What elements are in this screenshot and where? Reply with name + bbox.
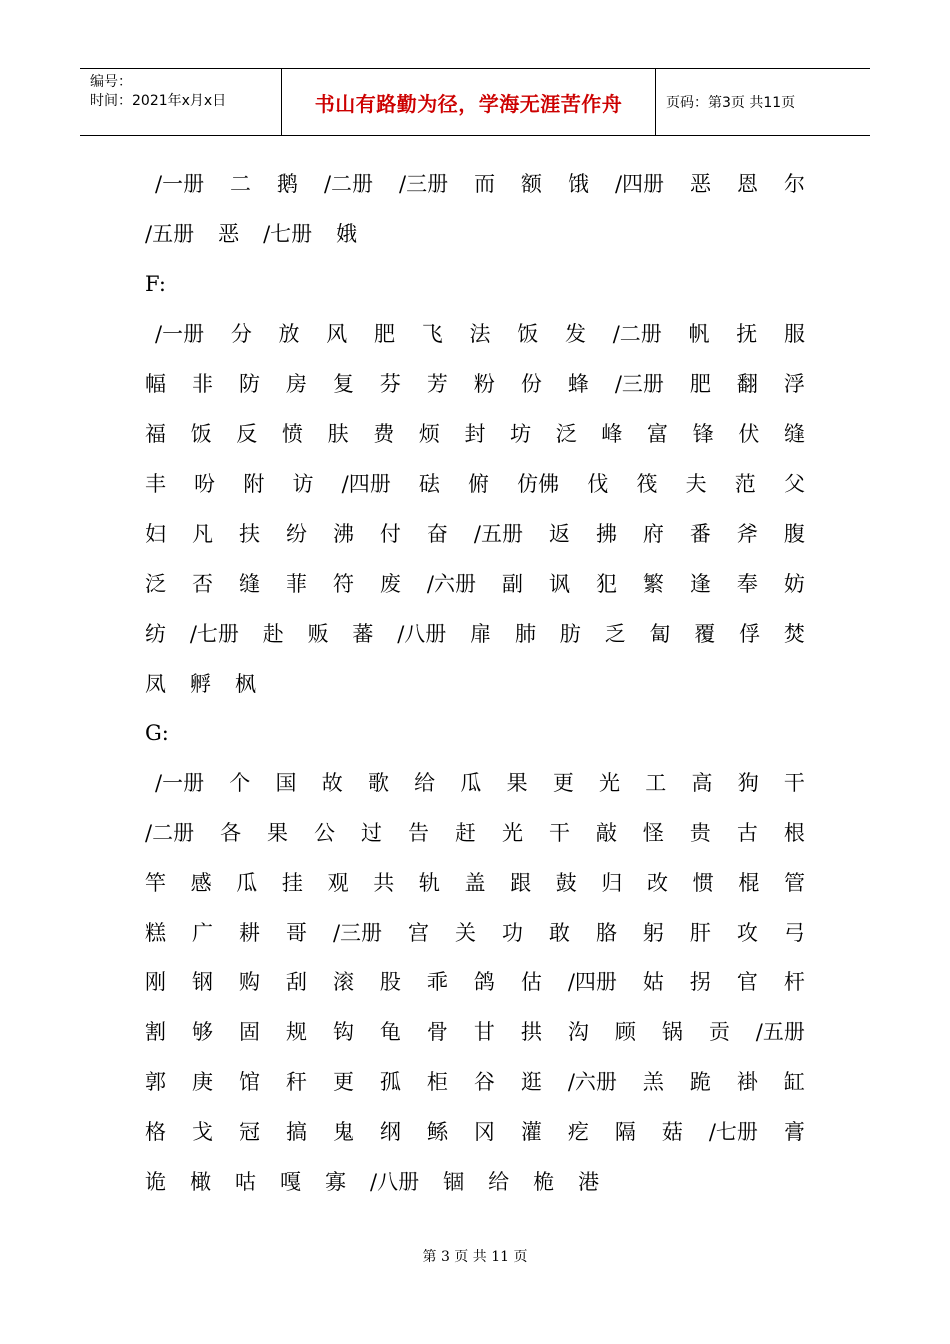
character-word: 吩 — [194, 472, 216, 496]
text-line — [145, 268, 805, 300]
character-word: 狗 — [737, 771, 759, 795]
character-word: 犯 — [595, 572, 617, 596]
character-word: 龟 — [379, 1020, 401, 1044]
text-line — [145, 867, 805, 899]
character-word: 粉 — [473, 372, 495, 396]
character-word: 肥 — [374, 322, 396, 346]
character-word: 覆 — [694, 622, 716, 646]
character-word: 估 — [520, 970, 542, 994]
text-line — [145, 218, 805, 250]
character-word: 桅 — [533, 1170, 555, 1194]
character-word: 谷 — [473, 1070, 495, 1094]
character-word: 扶 — [238, 522, 260, 546]
header-motto-cell — [282, 69, 656, 135]
character-word: /五册 — [145, 222, 195, 246]
character-word: 符 — [332, 572, 354, 596]
character-word: 奉 — [736, 572, 758, 596]
character-word: 跟 — [510, 871, 532, 895]
character-word: 娥 — [336, 222, 358, 246]
character-word: 戈 — [191, 1120, 213, 1144]
character-word: 给 — [414, 771, 436, 795]
page-footer: 第 3 页 共 11 页 — [422, 1249, 528, 1265]
text-line — [145, 1166, 805, 1198]
text-line — [145, 668, 805, 700]
character-word: 纲 — [379, 1120, 401, 1144]
character-word: 尔 — [783, 172, 805, 196]
character-word: /三册 — [614, 372, 664, 396]
character-word: 法 — [469, 322, 491, 346]
character-word: 缝 — [238, 572, 260, 596]
character-word: 凡 — [191, 522, 213, 546]
character-word: 飞 — [421, 322, 443, 346]
character-word: 诡 — [145, 1170, 166, 1194]
character-word: 哥 — [285, 921, 307, 945]
character-word: 贡 — [708, 1020, 730, 1044]
character-word: 帆 — [688, 322, 710, 346]
character-word: 鲧 — [426, 1120, 448, 1144]
character-word: /七册 — [263, 222, 313, 246]
character-word: 故 — [321, 771, 343, 795]
character-word: 筏 — [636, 472, 658, 496]
character-word: 发 — [564, 322, 586, 346]
character-word: /一册 — [155, 771, 205, 795]
character-word: 防 — [238, 372, 260, 396]
text-line — [145, 418, 805, 450]
character-word: 工 — [645, 771, 667, 795]
character-word: 棍 — [738, 871, 760, 895]
character-word: 赶 — [454, 821, 476, 845]
character-word: 耕 — [238, 921, 260, 945]
character-word: 咕 — [235, 1170, 256, 1194]
character-word: 高 — [691, 771, 713, 795]
character-word: 枫 — [235, 672, 256, 696]
character-word: 寡 — [325, 1170, 346, 1194]
character-word: 关 — [454, 921, 476, 945]
character-word: 羔 — [642, 1070, 664, 1094]
character-word: 胳 — [595, 921, 617, 945]
character-word: 峰 — [601, 422, 623, 446]
character-word: 沸 — [332, 522, 354, 546]
character-word: 妨 — [783, 572, 805, 596]
character-word: 敢 — [548, 921, 570, 945]
character-word: 仿佛 — [517, 472, 560, 496]
character-word: 孵 — [190, 672, 211, 696]
character-word: 钢 — [191, 970, 213, 994]
character-word: 费 — [373, 422, 395, 446]
character-word: 瓜 — [236, 871, 258, 895]
text-line — [145, 1066, 805, 1098]
character-word: 伏 — [738, 422, 760, 446]
character-word: 柜 — [426, 1070, 448, 1094]
character-word: 砝 — [418, 472, 440, 496]
character-word: 恶 — [218, 222, 240, 246]
character-word: 饭 — [517, 322, 539, 346]
character-word: G: — [145, 721, 169, 745]
character-word: /七册 — [189, 622, 239, 646]
character-word: 官 — [736, 970, 758, 994]
character-word: /四册 — [567, 970, 617, 994]
character-word: 规 — [285, 1020, 307, 1044]
character-word: 给 — [488, 1170, 510, 1194]
character-word: 夫 — [685, 472, 707, 496]
character-word: 逢 — [689, 572, 711, 596]
character-word: 光 — [501, 821, 523, 845]
character-word: 份 — [520, 372, 542, 396]
text-line — [155, 168, 805, 200]
character-word: 缸 — [783, 1070, 805, 1094]
character-word: 郭 — [145, 1070, 166, 1094]
character-word: 府 — [642, 522, 664, 546]
character-word: 股 — [379, 970, 401, 994]
character-word: 副 — [501, 572, 523, 596]
character-word: 感 — [190, 871, 212, 895]
character-word: 鸽 — [473, 970, 495, 994]
character-word: 钩 — [332, 1020, 354, 1044]
character-word: 躬 — [642, 921, 664, 945]
character-word: 蜂 — [567, 372, 589, 396]
character-word: F: — [145, 272, 166, 296]
text-line — [145, 468, 805, 500]
character-word: 馆 — [238, 1070, 260, 1094]
character-word: 骨 — [426, 1020, 448, 1044]
text-line — [155, 767, 805, 799]
character-word: 服 — [783, 322, 805, 346]
character-word: 废 — [379, 572, 401, 596]
character-word: 肺 — [514, 622, 536, 646]
character-word: 富 — [647, 422, 669, 446]
character-word: 蕃 — [352, 622, 374, 646]
date-label: 时间：2021年x月x日 — [90, 93, 227, 109]
character-word: 非 — [191, 372, 213, 396]
character-word: 轨 — [418, 871, 440, 895]
character-word: 共 — [373, 871, 395, 895]
character-word: 菲 — [285, 572, 307, 596]
character-word: 沟 — [567, 1020, 589, 1044]
character-word: /三册 — [332, 921, 383, 945]
character-word: 泛 — [145, 572, 166, 596]
character-word: 滚 — [332, 970, 354, 994]
character-word: 范 — [734, 472, 756, 496]
character-word: 匐 — [649, 622, 671, 646]
character-word: 分 — [230, 322, 252, 346]
character-word: 封 — [464, 422, 486, 446]
document-number-label: 编号： — [90, 74, 132, 90]
header-page-cell — [656, 69, 870, 135]
character-word: 观 — [327, 871, 349, 895]
character-word: 饿 — [568, 172, 590, 196]
character-word: 芬 — [379, 372, 401, 396]
character-word: 浮 — [783, 372, 805, 396]
character-word: 焚 — [783, 622, 805, 646]
character-word: 割 — [145, 1020, 166, 1044]
character-word: 甘 — [473, 1020, 495, 1044]
character-word: 抚 — [736, 322, 758, 346]
text-line — [145, 368, 805, 400]
character-word: 菇 — [661, 1120, 683, 1144]
character-word: 番 — [689, 522, 711, 546]
character-word: 否 — [191, 572, 213, 596]
character-word: /一册 — [155, 322, 205, 346]
character-word: 够 — [191, 1020, 213, 1044]
character-word: 光 — [599, 771, 621, 795]
character-word: 拐 — [689, 970, 711, 994]
character-word: 刮 — [285, 970, 307, 994]
character-word: 二 — [230, 172, 252, 196]
character-word: 鹅 — [277, 172, 299, 196]
character-word: 功 — [501, 921, 523, 945]
character-word: 敲 — [595, 821, 617, 845]
character-word: 乖 — [426, 970, 448, 994]
character-word: 斧 — [736, 522, 758, 546]
character-word: 繁 — [642, 572, 664, 596]
character-word: 根 — [783, 821, 805, 845]
character-word: 公 — [314, 821, 336, 845]
character-word: 购 — [238, 970, 260, 994]
character-word: 俯 — [468, 472, 490, 496]
character-word: 固 — [238, 1020, 260, 1044]
text-line — [145, 717, 805, 749]
character-word: 风 — [326, 322, 348, 346]
character-word: /六册 — [426, 572, 476, 596]
character-word: 附 — [243, 472, 265, 496]
character-word: 乏 — [604, 622, 626, 646]
character-word: 褂 — [736, 1070, 758, 1094]
character-word: 隔 — [614, 1120, 636, 1144]
character-word: 宫 — [408, 921, 429, 945]
character-word: 嘎 — [280, 1170, 301, 1194]
character-word: 秆 — [285, 1070, 307, 1094]
character-word: 国 — [275, 771, 297, 795]
motto-text: 书山有路勤为径，学海无涯苦作舟 — [314, 91, 623, 116]
character-word: /八册 — [370, 1170, 420, 1194]
character-word: /一册 — [155, 172, 205, 196]
character-word: 拂 — [595, 522, 617, 546]
character-word: 愤 — [281, 422, 303, 446]
character-word: 妇 — [145, 522, 166, 546]
character-word: 贩 — [307, 622, 329, 646]
character-word: /五册 — [473, 522, 523, 546]
character-word: 瓜 — [460, 771, 482, 795]
character-word: 灌 — [520, 1120, 542, 1144]
character-word: 付 — [379, 522, 401, 546]
character-word: 伐 — [587, 472, 609, 496]
character-word: 鼓 — [555, 871, 577, 895]
character-word: 腹 — [783, 522, 805, 546]
character-word: 过 — [361, 821, 383, 845]
text-line — [145, 568, 805, 600]
character-word: 干 — [783, 771, 805, 795]
character-word: 返 — [548, 522, 570, 546]
character-word: 疙 — [567, 1120, 589, 1144]
character-word: 翻 — [736, 372, 758, 396]
character-word: 肥 — [689, 372, 711, 396]
character-word: 奋 — [426, 522, 448, 546]
page-header — [80, 68, 870, 136]
character-word: 恶 — [690, 172, 712, 196]
character-word: /八册 — [397, 622, 447, 646]
character-word: /四册 — [341, 472, 391, 496]
character-word: 缝 — [783, 422, 805, 446]
character-word: 古 — [736, 821, 758, 845]
character-word: 更 — [552, 771, 574, 795]
character-word: 贵 — [689, 821, 711, 845]
character-word: 刚 — [145, 970, 166, 994]
character-word: 纺 — [145, 622, 166, 646]
character-word: 改 — [647, 871, 669, 895]
character-word: 幅 — [145, 372, 166, 396]
character-word: 芳 — [426, 372, 448, 396]
character-word: 告 — [408, 821, 429, 845]
character-word: 个 — [229, 771, 251, 795]
character-word: 丰 — [145, 472, 166, 496]
character-word: 饭 — [190, 422, 212, 446]
character-word: 歌 — [367, 771, 389, 795]
character-word: 庚 — [191, 1070, 213, 1094]
character-word: 搞 — [285, 1120, 307, 1144]
text-line — [145, 917, 805, 949]
character-word: 访 — [292, 472, 314, 496]
character-word: 管 — [783, 871, 805, 895]
character-word: 惯 — [692, 871, 714, 895]
character-word: 橄 — [190, 1170, 211, 1194]
text-line — [145, 966, 805, 998]
character-word: 怪 — [642, 821, 664, 845]
character-word: 攻 — [736, 921, 758, 945]
character-word: 冠 — [238, 1120, 260, 1144]
character-word: 扉 — [470, 622, 492, 646]
character-word: 更 — [332, 1070, 354, 1094]
character-word: 房 — [285, 372, 307, 396]
text-line — [145, 1116, 805, 1148]
character-word: 反 — [236, 422, 258, 446]
character-word: 凤 — [145, 672, 166, 696]
character-word: /四册 — [614, 172, 665, 196]
character-word: 膏 — [783, 1120, 805, 1144]
character-word: /二册 — [612, 322, 662, 346]
character-word: 坊 — [510, 422, 532, 446]
character-word: 烦 — [418, 422, 440, 446]
character-word: 冈 — [473, 1120, 495, 1144]
character-word: 额 — [521, 172, 543, 196]
character-word: 肪 — [559, 622, 581, 646]
character-word: 锅 — [661, 1020, 683, 1044]
character-word: 干 — [548, 821, 570, 845]
character-word: 赴 — [262, 622, 284, 646]
character-word: 格 — [145, 1120, 166, 1144]
character-word: 果 — [506, 771, 528, 795]
text-line — [145, 518, 805, 550]
character-word: 杆 — [783, 970, 805, 994]
character-word: 挂 — [281, 871, 303, 895]
character-word: 复 — [332, 372, 354, 396]
character-word: 逛 — [520, 1070, 542, 1094]
header-info-cell — [80, 69, 282, 135]
text-line — [145, 817, 805, 849]
text-line — [155, 318, 805, 350]
character-word: /二册 — [145, 821, 195, 845]
character-word: /六册 — [567, 1070, 617, 1094]
character-word: 跪 — [689, 1070, 711, 1094]
character-word: /五册 — [755, 1020, 805, 1044]
character-word: 归 — [601, 871, 623, 895]
character-word: 福 — [145, 422, 166, 446]
character-word: 泛 — [555, 422, 577, 446]
character-word: 父 — [783, 472, 805, 496]
character-word: 孤 — [379, 1070, 401, 1094]
character-word: 拱 — [520, 1020, 542, 1044]
character-word: 恩 — [737, 172, 758, 196]
character-word: 广 — [191, 921, 213, 945]
character-word: 而 — [474, 172, 496, 196]
character-word: 肝 — [689, 921, 711, 945]
character-word: 港 — [578, 1170, 600, 1194]
character-word: 各 — [220, 821, 242, 845]
character-word: 盖 — [464, 871, 486, 895]
text-line — [145, 618, 805, 650]
character-word: 鬼 — [332, 1120, 354, 1144]
text-line — [145, 1016, 805, 1048]
character-word: /七册 — [708, 1120, 758, 1144]
character-word: 纷 — [285, 522, 307, 546]
character-word: 肤 — [327, 422, 349, 446]
character-word: 果 — [267, 821, 289, 845]
character-word: 俘 — [739, 622, 761, 646]
character-word: 姑 — [642, 970, 664, 994]
character-word: 锢 — [443, 1170, 465, 1194]
character-word: 竿 — [145, 871, 166, 895]
character-word: 顾 — [614, 1020, 636, 1044]
character-word: 讽 — [548, 572, 570, 596]
character-word: /二册 — [323, 172, 374, 196]
character-word: /三册 — [399, 172, 449, 196]
character-word: 锋 — [692, 422, 714, 446]
character-word: 糕 — [145, 921, 166, 945]
character-word: 弓 — [783, 921, 805, 945]
page-number-label: 页码：第3页 共11页 — [666, 95, 796, 111]
character-word: 放 — [278, 322, 300, 346]
